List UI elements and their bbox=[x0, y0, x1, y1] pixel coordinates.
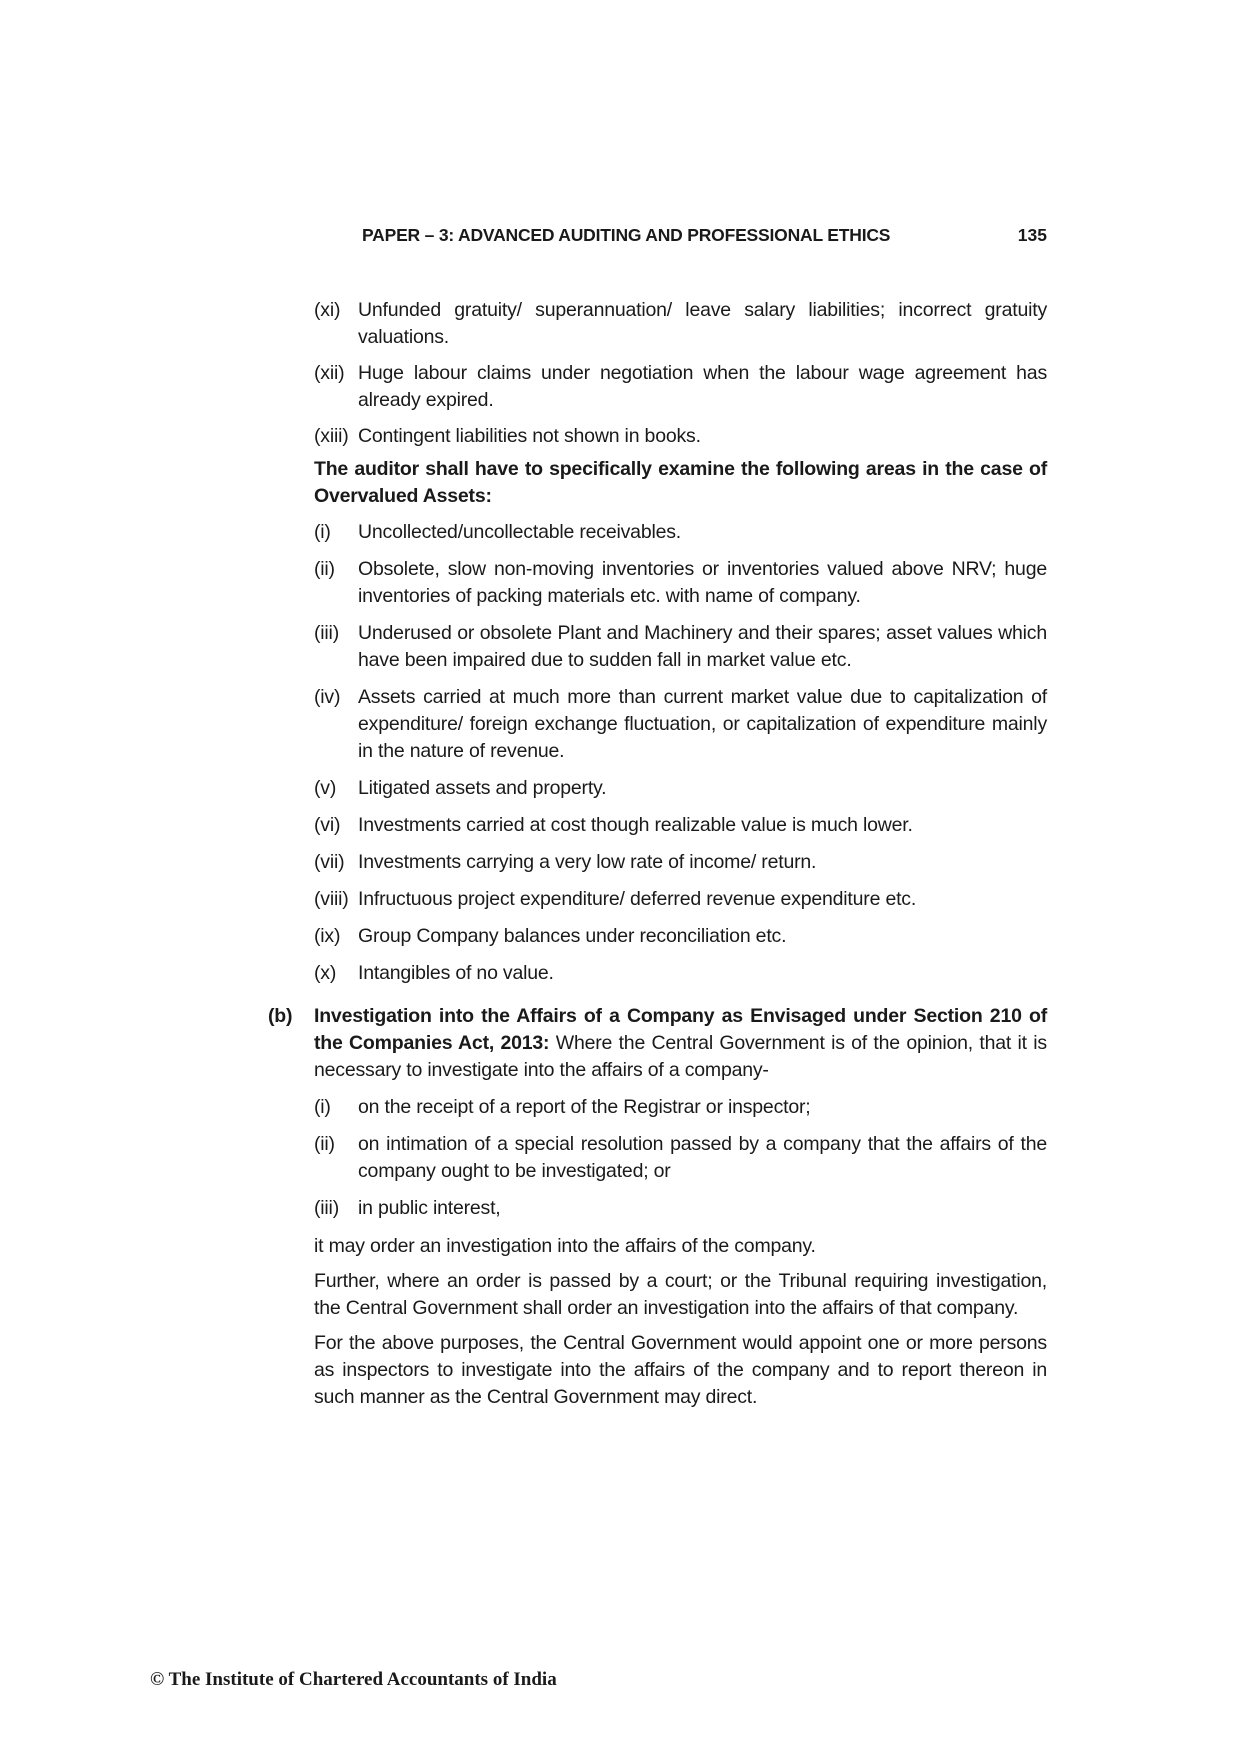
list-item bbox=[314, 423, 1047, 450]
list-item-text: Investments carried at cost though realizable value is much lower. bbox=[358, 814, 913, 836]
list-item-text: Group Company balances under reconciliation etc. bbox=[358, 925, 787, 947]
list-marker: (i) bbox=[314, 521, 331, 543]
list-item-text: Uncollected/uncollectable receivables. bbox=[358, 521, 682, 543]
list-item bbox=[314, 812, 1047, 839]
list-marker: (vi) bbox=[314, 814, 341, 836]
list-item bbox=[314, 519, 1047, 546]
list-item bbox=[314, 684, 1047, 765]
list-marker: (ii) bbox=[314, 558, 335, 580]
paragraph: it may order an investigation into the affairs of the company. bbox=[314, 1235, 816, 1257]
list-item-text: Infructuous project expenditure/ deferred revenue expenditure etc. bbox=[358, 888, 917, 910]
list-item bbox=[314, 923, 1047, 950]
list-item bbox=[314, 360, 1047, 414]
list-marker: (xi) bbox=[314, 299, 341, 321]
list-marker: (iii) bbox=[314, 1197, 339, 1219]
list-item-text: Intangibles of no value. bbox=[358, 962, 554, 984]
list-item-text: Obsolete, slow non-moving inventories or inventories valued above NRV; huge inventories of packing materials etc. with name of company. bbox=[358, 558, 1047, 607]
overvalued-assets-heading: The auditor shall have to specifically examine the following areas in the case of Overvalued Assets: bbox=[314, 458, 1047, 507]
list-marker: (ix) bbox=[314, 925, 341, 947]
list-item-text: in public interest, bbox=[358, 1197, 501, 1219]
list-item-text: Assets carried at much more than current market value due to capitalization of expenditure/ foreign exchange fluctuation, or capitalization of expenditure mainly in the nature of revenue. bbox=[358, 686, 1047, 762]
list-marker: (x) bbox=[314, 962, 337, 984]
list-item bbox=[314, 556, 1047, 610]
section-label: (b) bbox=[268, 1005, 293, 1027]
investigation-grounds-list bbox=[314, 1094, 1047, 1232]
list-item-text: on intimation of a special resolution passed by a company that the affairs of the company ought to be investigated; or bbox=[358, 1133, 1047, 1182]
page-number: 135 bbox=[1017, 225, 1047, 245]
list-marker: (viii) bbox=[314, 888, 349, 910]
list-item bbox=[314, 620, 1047, 674]
list-marker: (vii) bbox=[314, 851, 345, 873]
list-item-text: Litigated assets and property. bbox=[358, 777, 607, 799]
list-item bbox=[314, 297, 1047, 351]
list-item bbox=[314, 1131, 1047, 1185]
list-item bbox=[314, 1094, 1047, 1121]
liabilities-list-continued bbox=[314, 297, 1047, 459]
running-title: PAPER – 3: ADVANCED AUDITING AND PROFESSIONAL ETHICS bbox=[362, 225, 891, 245]
list-item bbox=[314, 1195, 1047, 1222]
list-item-text: Underused or obsolete Plant and Machinery and their spares; asset values which have been impaired due to sudden fall in market value etc. bbox=[358, 622, 1047, 671]
copyright-footer: © The Institute of Chartered Accountants of India bbox=[150, 1669, 557, 1690]
section-b-intro bbox=[314, 1003, 1047, 1084]
list-item bbox=[314, 886, 1047, 913]
overvalued-assets-list bbox=[314, 519, 1047, 997]
list-marker: (xiii) bbox=[314, 425, 349, 447]
list-item-text: on the receipt of a report of the Registrar or inspector; bbox=[358, 1096, 811, 1118]
paragraph: For the above purposes, the Central Government would appoint one or more persons as inspectors to investigate into the affairs of the company and to report thereon in such manner as the Central Government may direct. bbox=[314, 1332, 1047, 1408]
paragraph: Further, where an order is passed by a court; or the Tribunal requiring investigation, the Central Government shall order an investigation into the affairs of that company. bbox=[314, 1270, 1047, 1319]
list-marker: (xii) bbox=[314, 362, 345, 384]
list-marker: (iv) bbox=[314, 686, 341, 708]
list-marker: (i) bbox=[314, 1096, 331, 1118]
list-marker: (iii) bbox=[314, 622, 339, 644]
list-item-text: Huge labour claims under negotiation when the labour wage agreement has already expired. bbox=[358, 362, 1047, 411]
page-header bbox=[362, 225, 1047, 251]
list-marker: (ii) bbox=[314, 1133, 335, 1155]
list-item-text: Unfunded gratuity/ superannuation/ leave salary liabilities; incorrect gratuity valuations. bbox=[358, 299, 1047, 348]
list-item-text: Contingent liabilities not shown in books. bbox=[358, 425, 701, 447]
list-item bbox=[314, 960, 1047, 987]
section-b bbox=[268, 1003, 1047, 1084]
list-item bbox=[314, 849, 1047, 876]
list-marker: (v) bbox=[314, 777, 337, 799]
section-b-heading: Investigation into the Affairs of a Company as Envisaged under Section 210 of the Companies Act, 2013: bbox=[314, 1005, 1047, 1054]
section-b-intro-text: Where the Central Government is of the opinion, that it is necessary to investigate into the affairs of a company- bbox=[314, 1032, 1047, 1081]
list-item bbox=[314, 775, 1047, 802]
list-item-text: Investments carrying a very low rate of income/ return. bbox=[358, 851, 817, 873]
